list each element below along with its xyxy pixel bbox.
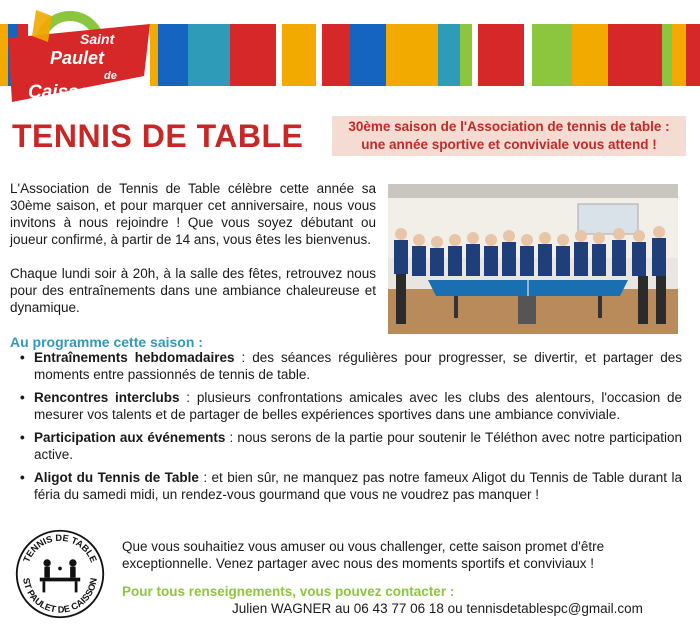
tagline-line-1: 30ème saison de l'Association de tennis de table : bbox=[348, 119, 670, 134]
item-text: : plusieurs confrontations amicales avec les clubs des alentours, l'occasion de mesurer vos talents et de partager de belles expériences sportives dans une ambiance conviviale. bbox=[34, 390, 682, 422]
stamp-bottom-text: ST PAULET DE CAISSON bbox=[21, 577, 99, 615]
list-item bbox=[20, 430, 682, 463]
bullet-icon: • bbox=[20, 470, 25, 485]
item-name: Rencontres interclubs bbox=[34, 390, 180, 405]
intro-paragraph-2: Chaque lundi soir à 20h, à la salle des fêtes, retrouvez nous pour des entraînements dans une ambiance chaleureuse et dynamique. bbox=[10, 266, 376, 315]
logo-de-text: de bbox=[104, 70, 117, 82]
team-photo bbox=[388, 184, 678, 334]
saint-paulet-logo bbox=[4, 6, 154, 104]
contact-details: Julien WAGNER au 06 43 77 06 18 ou tennisdetablespc@gmail.com bbox=[232, 601, 643, 616]
bullet-icon: • bbox=[20, 390, 25, 405]
page-title: TENNIS DE TABLE bbox=[12, 118, 304, 154]
item-name: Entraînements hebdomadaires bbox=[34, 350, 235, 365]
closing-text: Que vous souhaitiez vous amuser ou vous challenger, cette saison promet d'être exceptionnelle. Venez partager avec nous des moments sportifs et conviviaux ! bbox=[122, 539, 605, 571]
list-item bbox=[20, 390, 682, 423]
program-title: Au programme cette saison : bbox=[10, 334, 203, 350]
intro-paragraph-1: L'Association de Tennis de Table célèbre cette année sa 30ème saison, et pour marquer cet anniversaire, nous vous invitons à nous rejoindre ! Que vous soyez débutant ou joueur confirmé, à partir de 14 ans, vous êtes les bienvenus. bbox=[10, 181, 376, 247]
contact-title: Pour tous renseignements, vous pouvez contacter : bbox=[122, 584, 455, 599]
svg-text:TENNIS DE TABLE bbox=[21, 533, 98, 564]
list-item bbox=[20, 350, 682, 383]
item-name: Aligot du Tennis de Table bbox=[34, 470, 199, 485]
tagline-line-2: une année sportive et conviviale vous attend ! bbox=[361, 137, 657, 152]
bullet-icon: • bbox=[20, 350, 25, 365]
svg-text:ST PAULET DE CAISSON bbox=[21, 577, 99, 615]
bullet-icon: • bbox=[20, 430, 25, 445]
logo-paulet-text: Paulet bbox=[50, 48, 105, 68]
club-stamp-logo bbox=[14, 528, 106, 620]
item-name: Participation aux événements bbox=[34, 430, 226, 445]
item-text: : et bien sûr, ne manquez pas notre fameux Aligot du Tennis de Table durant la féria du samedi midi, un rendez-vous gourmand que vous ne voudrez pas manquer ! bbox=[34, 470, 682, 502]
item-text: : nous serons de la partie pour soutenir le Téléthon avec notre participation active. bbox=[34, 430, 682, 462]
list-item bbox=[20, 470, 682, 503]
tagline-box bbox=[332, 116, 686, 156]
logo-saint-text: Saint bbox=[80, 31, 115, 47]
intro-text bbox=[10, 180, 376, 333]
item-text: : des séances régulières pour progresser, se divertir, et partager des moments entre passionnés de tennis de table. bbox=[34, 350, 683, 382]
stamp-top-text: TENNIS DE TABLE bbox=[21, 532, 99, 564]
program-list bbox=[20, 350, 682, 510]
logo-caisson-text: Caisson bbox=[28, 82, 102, 103]
